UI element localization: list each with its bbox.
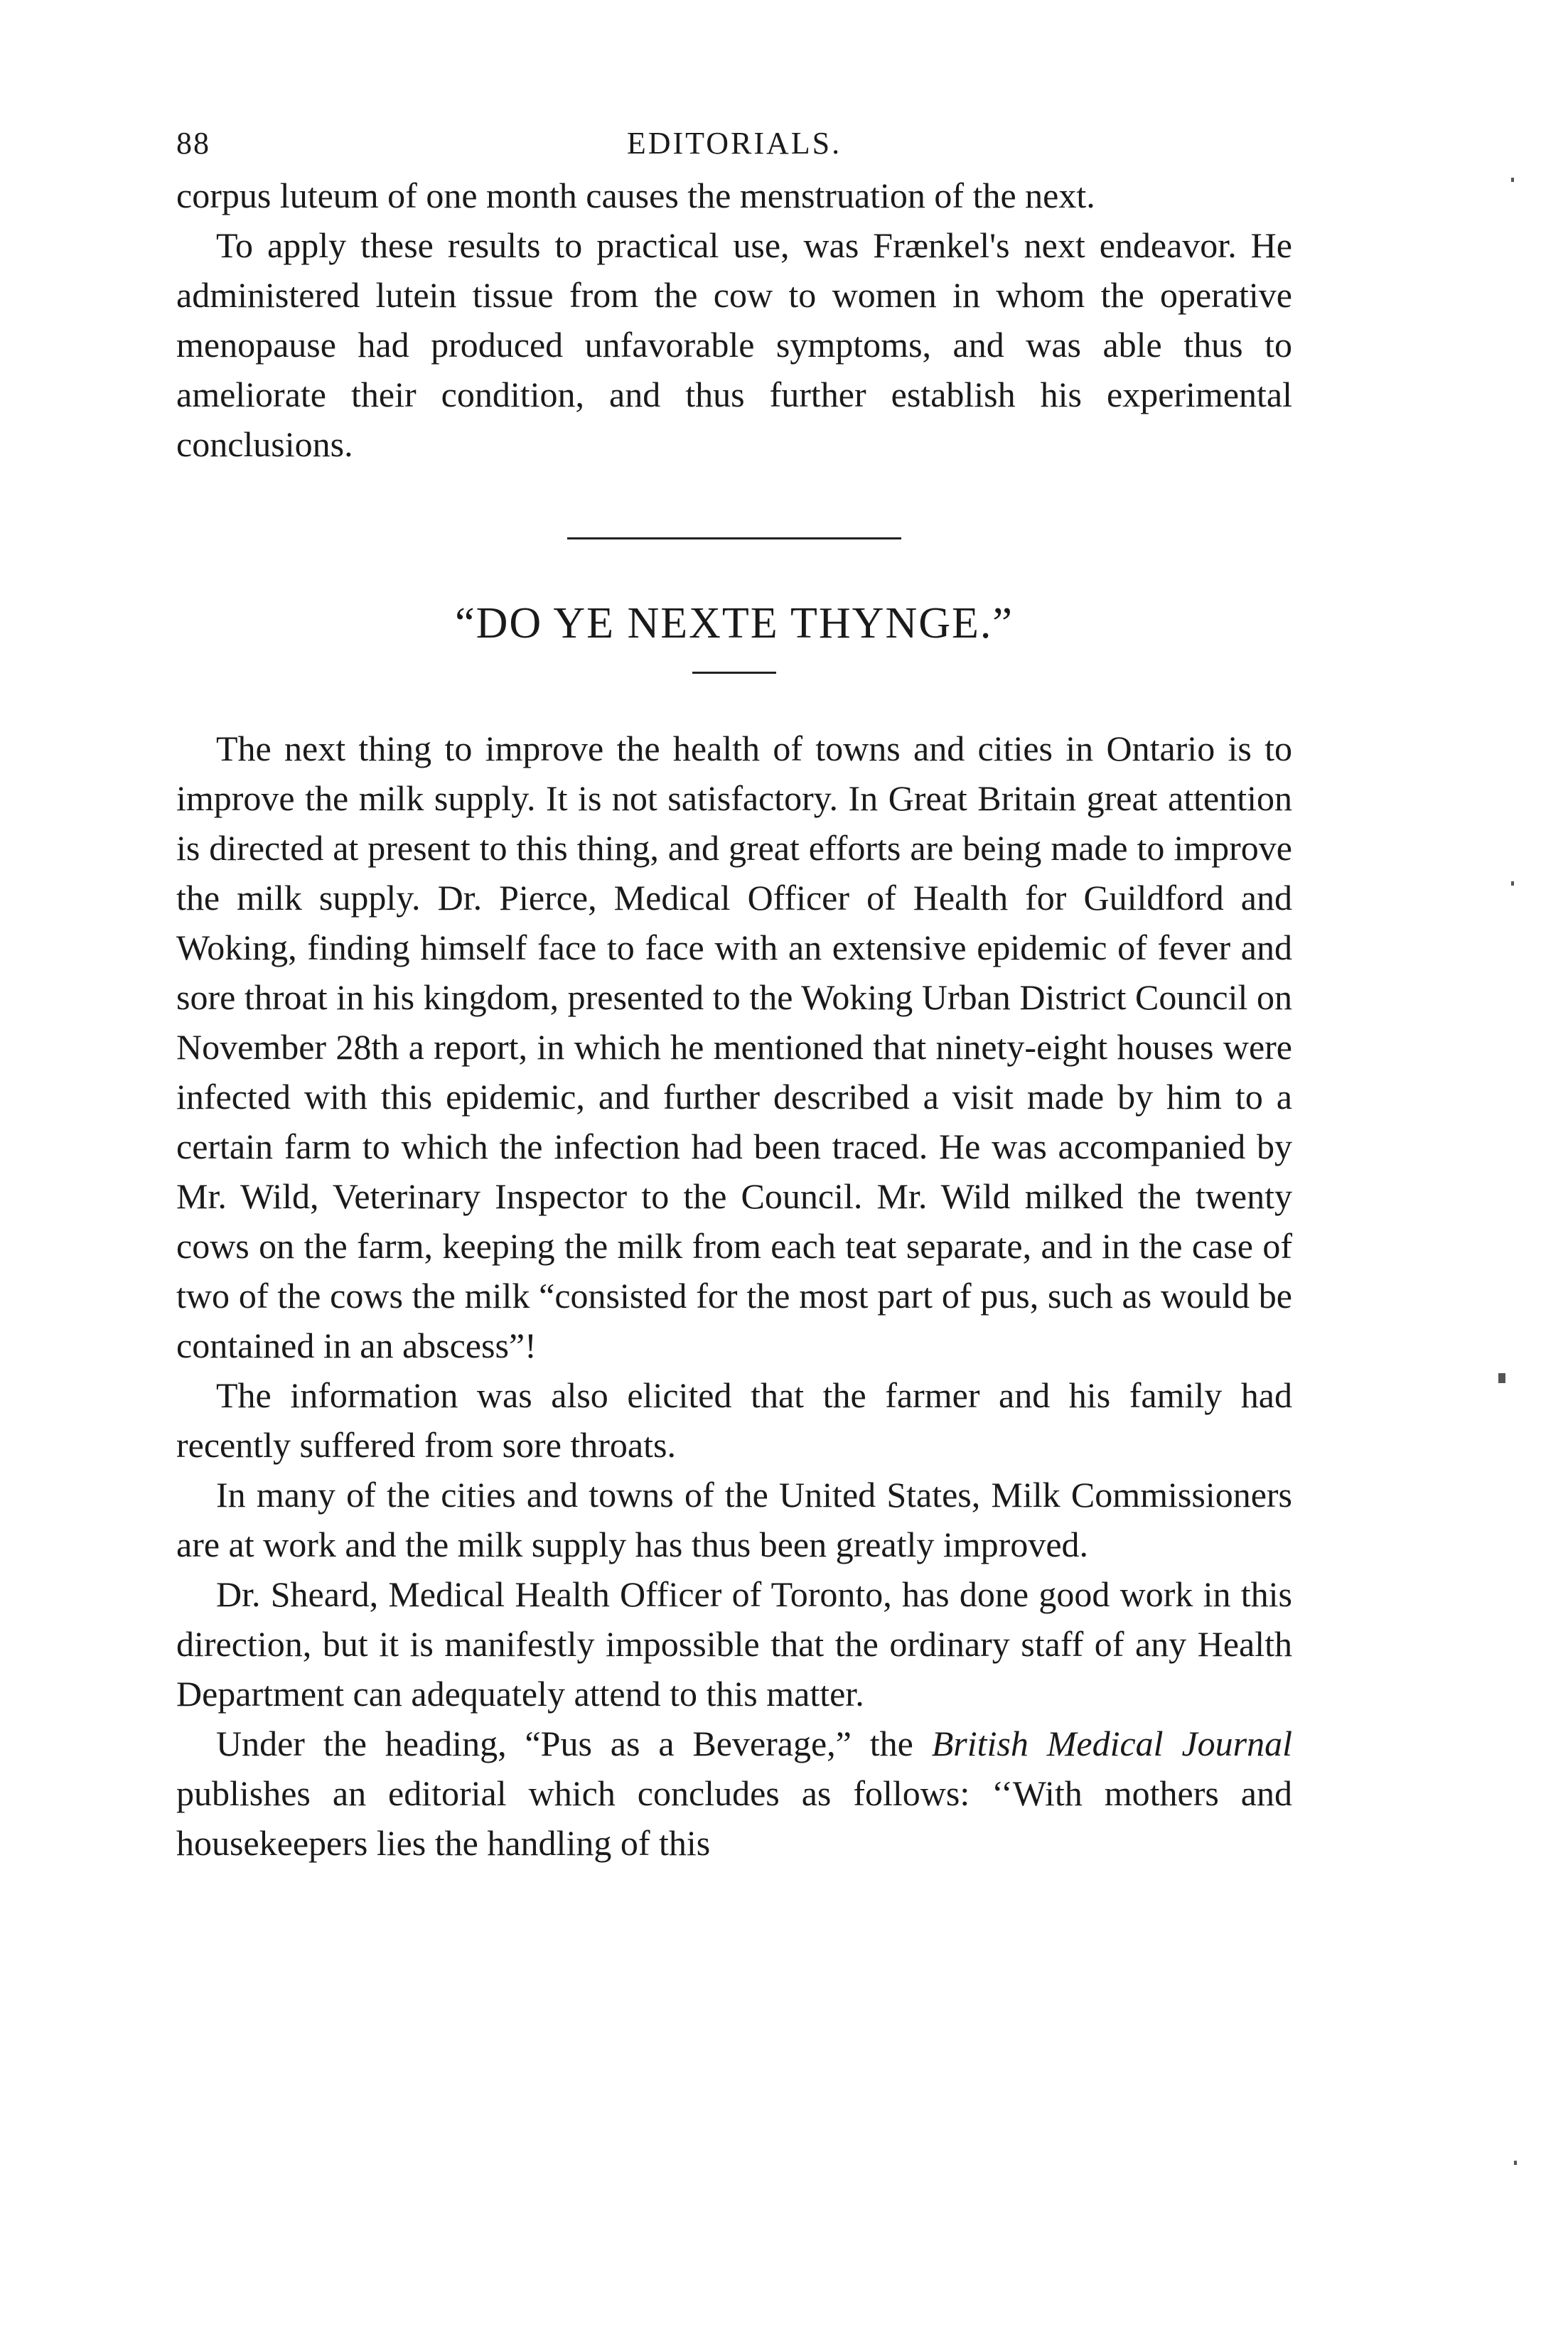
margin-speck [1514,2161,1517,2165]
running-head [176,114,1292,171]
journal-title: British Medical Journal [931,1724,1292,1763]
continued-text [176,171,1292,469]
page-number: 88 [176,126,210,161]
paragraph: The next thing to improve the health of towns and cities in Ontario is to improve the milk supply. It is not satisfactory. In Great Britain great attention is directed at present to this thing, and great efforts are being made to improve the milk supply. Dr. Pierce, Medical Officer of Health for Guildford and Woking, finding himself face to face with an extensive epidemic of fever and sore throat in his kingdom, presented to the Woking Urban District Council on November 28th a report, in which he mentioned that ninety-eight houses were infected with this epidemic, and further described a visit made by him to a certain farm to which the infection had been traced. He was accompanied by Mr. Wild, Veterinary Inspector to the Council. Mr. Wild milked the twenty cows on the farm, keeping the milk from each teat separate, and in the case of two of the cows the milk “consisted for the most part of pus, such as would be contained in an abscess”! [176,729,1292,1365]
article-body [176,724,1292,1868]
margin-speck [1498,1373,1505,1383]
paragraph-text: Under the heading, “Pus as a Beverage,” the [216,1724,932,1763]
paragraph: Dr. Sheard, Medical Health Officer of Toronto, has done good work in this direction, but it is manifestly impossible that the ordinary staff of any Health Department can adequately attend to this matter. [176,1574,1292,1714]
title-underline [692,672,776,674]
paragraph-text: publishes an editorial which concludes as follows: ‘‘With mothers and housekeepers lies the handling of this [176,1773,1292,1863]
paragraph: corpus luteum of one month causes the menstruation of the next. [176,176,1095,215]
paragraph: To apply these results to practical use, was Frænkel's next endeavor. He administered lutein tissue from the cow to women in whom the operative menopause had produced unfavorable symptoms, and was able thus to ameliorate their condition, and thus further establish his experimental conclusions. [176,225,1292,464]
margin-speck [1511,178,1514,182]
margin-speck [1511,881,1514,886]
page [176,114,1292,1868]
paragraph: In many of the cities and towns of the United States, Milk Commissioners are at work and the milk supply has thus been greatly improved. [176,1475,1292,1564]
section-divider [567,537,901,539]
running-head-title: EDITORIALS. [626,126,842,161]
paragraph [176,1719,1292,1868]
section-title: “DO YE NEXTE THYNGE.” [455,599,1014,647]
paragraph: The information was also elicited that the farmer and his family had recently suffered from sore throats. [176,1375,1292,1465]
